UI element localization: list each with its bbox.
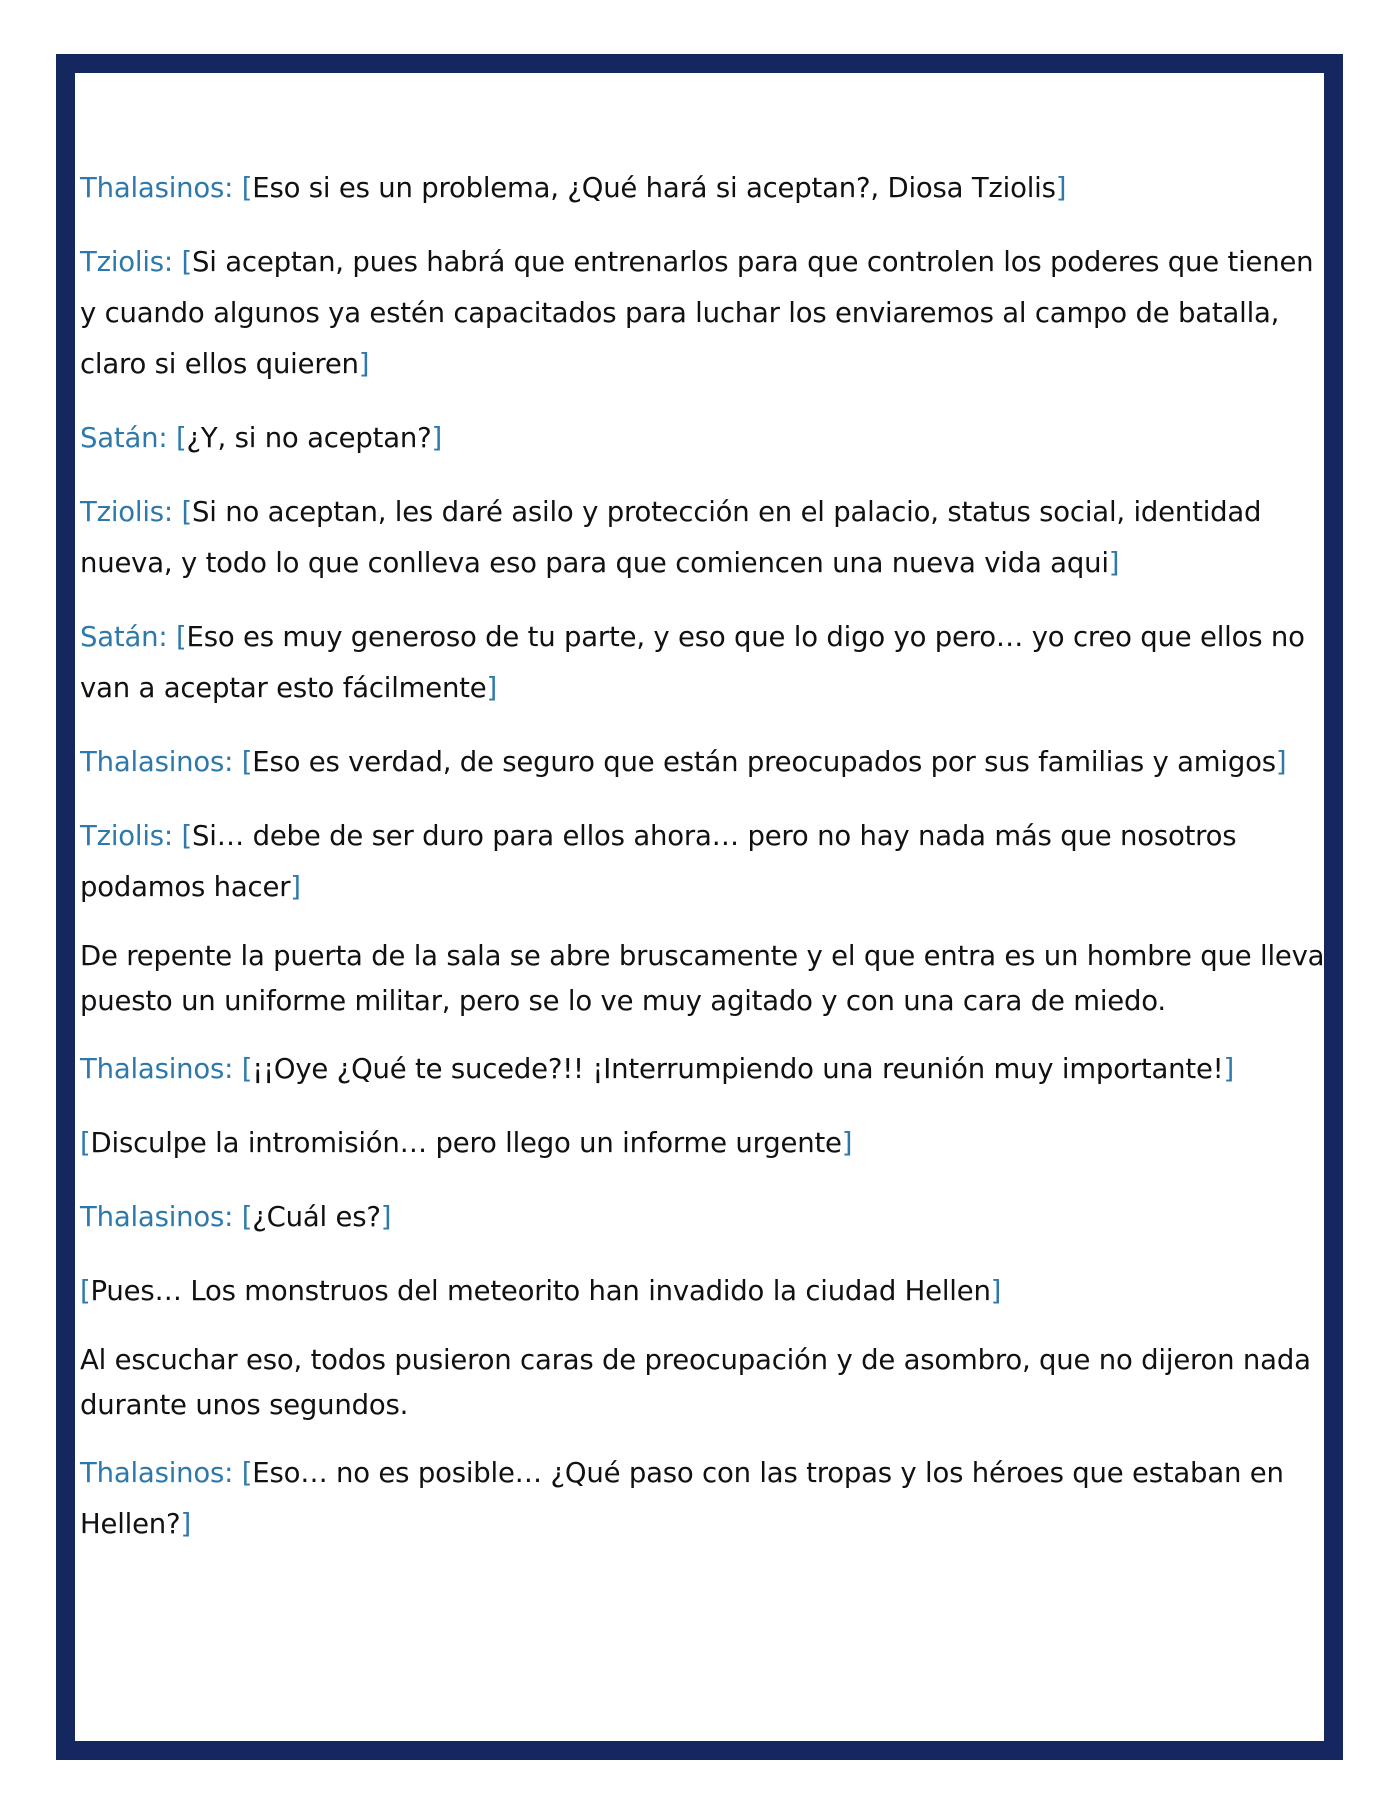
close-bracket: ] bbox=[1223, 1053, 1235, 1085]
close-bracket: ] bbox=[990, 1275, 1002, 1307]
open-bracket: [ bbox=[175, 422, 187, 454]
narration-text: Al escuchar eso, todos pusieron caras de preocupación y de asombro, que no dijeron nada durante unos segundos. bbox=[80, 1344, 1311, 1421]
open-bracket: [ bbox=[181, 246, 193, 278]
dialogue-text: Eso es verdad, de seguro que están preocupados por sus familias y amigos bbox=[252, 746, 1276, 778]
speaker-name: Thalasinos: bbox=[80, 1201, 242, 1233]
dialogue-paragraph bbox=[80, 737, 1330, 788]
open-bracket: [ bbox=[241, 1457, 253, 1489]
speaker-name: Tziolis: bbox=[80, 820, 182, 852]
dialogue-paragraph bbox=[80, 1044, 1330, 1095]
close-bracket: ] bbox=[358, 348, 370, 380]
close-bracket: ] bbox=[486, 672, 498, 704]
dialogue-paragraph bbox=[80, 163, 1330, 214]
dialogue-paragraph bbox=[80, 413, 1330, 464]
dialogue-text: Eso es muy generoso de tu parte, y eso que lo digo yo pero… yo creo que ellos no van a aceptar esto fácilmente bbox=[80, 621, 1305, 704]
open-bracket: [ bbox=[80, 1127, 91, 1159]
speaker-name: Satán: bbox=[80, 621, 176, 653]
dialogue-text: ¿Y, si no aceptan? bbox=[186, 422, 432, 454]
close-bracket: ] bbox=[1275, 746, 1287, 778]
close-bracket: ] bbox=[1108, 547, 1120, 579]
dialogue-text: Si aceptan, pues habrá que entrenarlos para que controlen los poderes que tienen y cuando algunos ya estén capacitados para luchar los enviaremos al campo de batalla, claro si ellos quieren bbox=[80, 246, 1314, 380]
dialogue-paragraph bbox=[80, 1266, 1330, 1317]
open-bracket: [ bbox=[175, 621, 187, 653]
open-bracket: [ bbox=[241, 1053, 253, 1085]
open-bracket: [ bbox=[181, 820, 193, 852]
close-bracket: ] bbox=[380, 1201, 392, 1233]
speaker-name: Thalasinos: bbox=[80, 172, 242, 204]
dialogue-text: Eso… no es posible… ¿Qué paso con las tropas y los héroes que estaban en Hellen? bbox=[80, 1457, 1284, 1540]
speaker-name: Thalasinos: bbox=[80, 1457, 242, 1489]
open-bracket: [ bbox=[241, 172, 253, 204]
speaker-name: Thalasinos: bbox=[80, 1053, 242, 1085]
dialogue-paragraph bbox=[80, 1118, 1330, 1169]
speaker-name: Satán: bbox=[80, 422, 176, 454]
close-bracket: ] bbox=[290, 871, 301, 903]
dialogue-paragraph bbox=[80, 1192, 1330, 1243]
document-body bbox=[80, 163, 1330, 1573]
dialogue-text: Eso si es un problema, ¿Qué hará si aceptan?, Diosa Tziolis bbox=[252, 172, 1056, 204]
open-bracket: [ bbox=[181, 496, 193, 528]
speaker-name: Thalasinos: bbox=[80, 746, 242, 778]
open-bracket: [ bbox=[241, 746, 253, 778]
dialogue-text: Disculpe la intromisión… pero llego un informe urgente bbox=[90, 1127, 842, 1159]
dialogue-text: Pues… Los monstruos del meteorito han invadido la ciudad Hellen bbox=[90, 1275, 991, 1307]
close-bracket: ] bbox=[841, 1127, 853, 1159]
narration-paragraph bbox=[80, 934, 1330, 1024]
narration-text: De repente la puerta de la sala se abre bruscamente y el que entra es un hombre que lleva puesto un uniforme militar, pero se lo ve muy agitado y con una cara de miedo. bbox=[80, 940, 1325, 1017]
dialogue-paragraph bbox=[80, 487, 1330, 589]
dialogue-paragraph bbox=[80, 811, 1330, 913]
speaker-name: Tziolis: bbox=[80, 246, 182, 278]
dialogue-text: Si… debe de ser duro para ellos ahora… pero no hay nada más que nosotros podamos hacer bbox=[80, 820, 1237, 903]
speaker-name: Tziolis: bbox=[80, 496, 182, 528]
close-bracket: ] bbox=[431, 422, 443, 454]
dialogue-text: ¡¡Oye ¿Qué te sucede?!! ¡Interrumpiendo una reunión muy importante! bbox=[252, 1053, 1224, 1085]
dialogue-text: ¿Cuál es? bbox=[252, 1201, 381, 1233]
dialogue-text: Si no aceptan, les daré asilo y protección en el palacio, status social, identidad nueva, y todo lo que conlleva eso para que comiencen una nueva vida aqui bbox=[80, 496, 1262, 579]
open-bracket: [ bbox=[241, 1201, 253, 1233]
narration-paragraph bbox=[80, 1338, 1330, 1428]
open-bracket: [ bbox=[80, 1275, 91, 1307]
dialogue-paragraph bbox=[80, 237, 1330, 390]
dialogue-paragraph bbox=[80, 1448, 1330, 1550]
dialogue-paragraph bbox=[80, 612, 1330, 714]
close-bracket: ] bbox=[1055, 172, 1067, 204]
close-bracket: ] bbox=[180, 1508, 191, 1540]
